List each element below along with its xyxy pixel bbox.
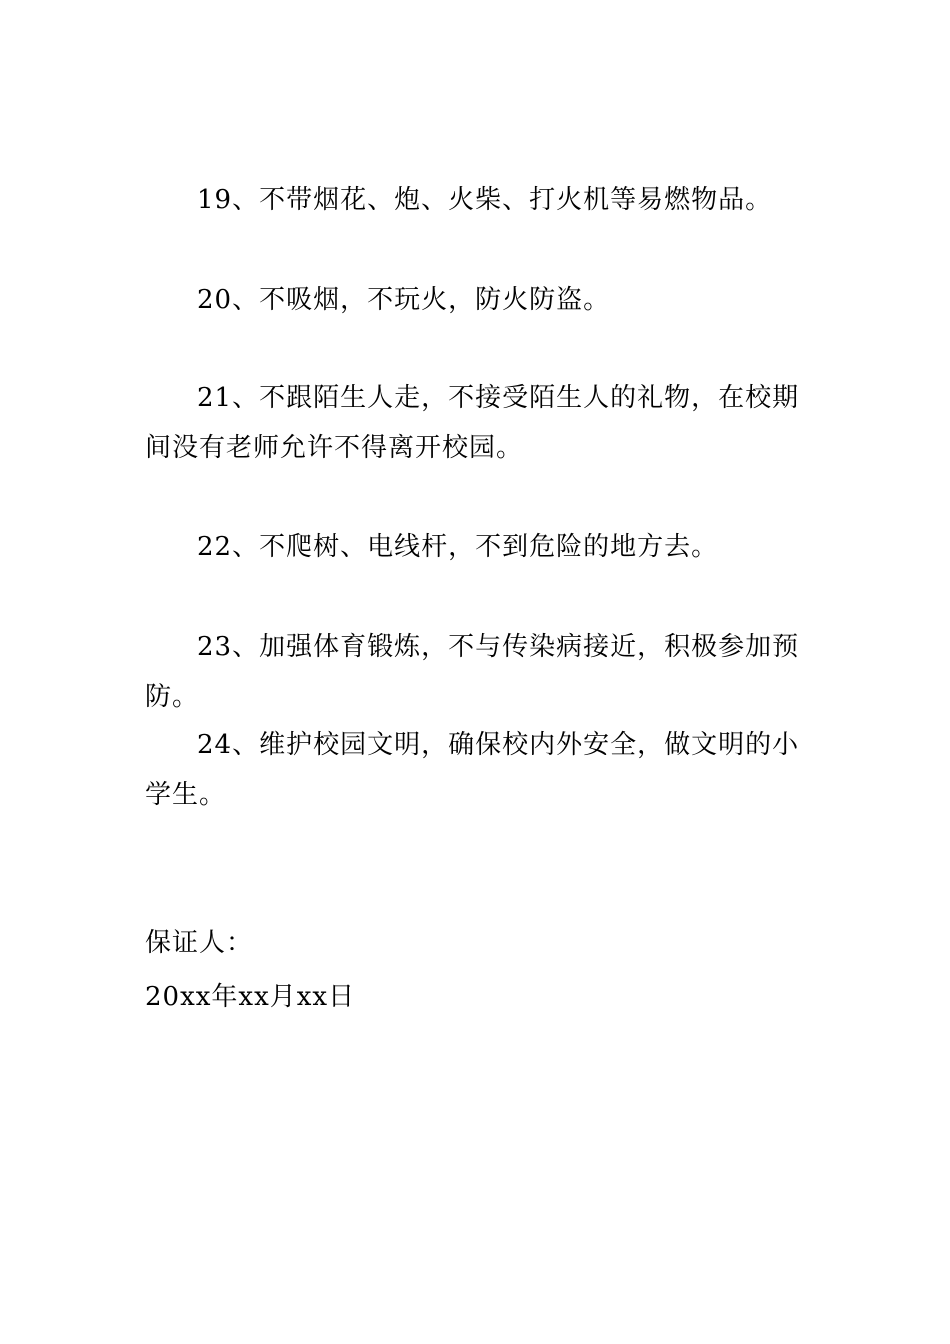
guarantor-label: 保证人：	[145, 928, 254, 958]
item-21: 21、不跟陌生人走，不接受陌生人的礼物，在校期间没有老师允许不得离开校园。	[145, 383, 800, 463]
item-23: 23、加强体育锻炼，不与传染病接近，积极参加预防。	[145, 632, 800, 712]
item-19: 19、不带烟花、炮、火柴、打火机等易燃物品。	[197, 185, 773, 215]
item-20: 20、不吸烟，不玩火，防火防盗。	[197, 285, 611, 315]
signature-date: 20xx年xx月xx日	[145, 982, 356, 1012]
item-22: 22、不爬树、电线杆，不到危险的地方去。	[197, 532, 719, 562]
item-24: 24、维护校园文明，确保校内外安全，做文明的小学生。	[145, 730, 800, 810]
